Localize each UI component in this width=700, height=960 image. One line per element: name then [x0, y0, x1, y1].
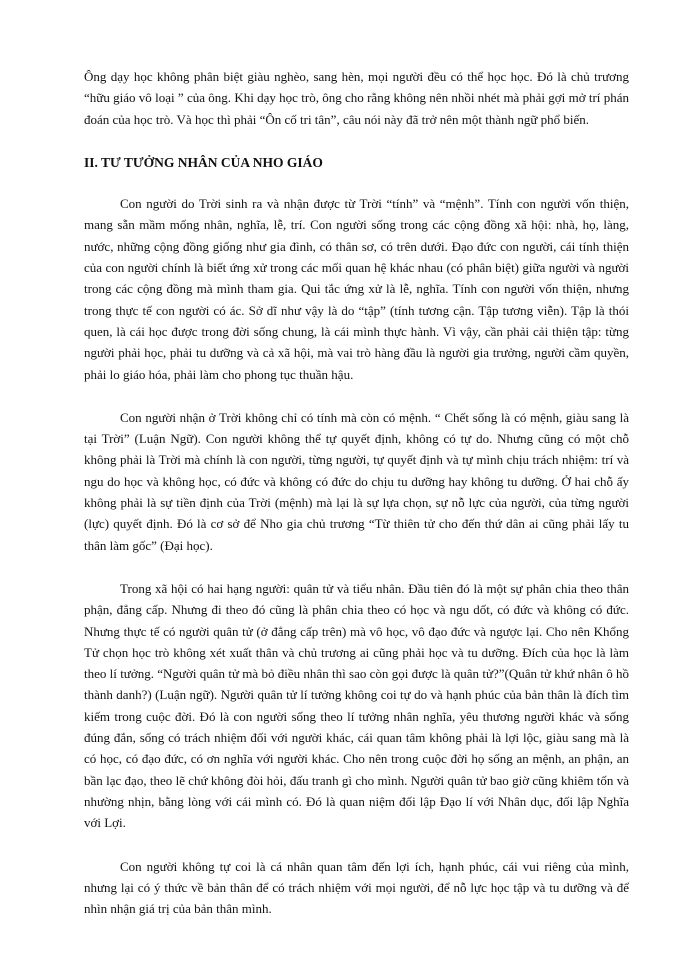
- body-paragraph-1: Con người do Trời sinh ra và nhận được từ Trời “tính” và “mệnh”. Tính con người vốn thiện, mang sẵn mầm mống nhân, nghĩa, lễ, trí. Con người sống trong các cộng đồng xã hội: nhà, họ, làng, nước, những cộng đồng giống như gia đình, có thân sơ, có trên dưới. Đạo đức con người, cái tính thiện của con người chính là biết ứng xử trong các mối quan hệ khác nhau (có phân biệt) giữa người và người trong các cộng đồng mà mình tham gia. Qui tắc ứng xử là lễ, nghĩa. Tính con người vốn thiện, nhưng trong thực tế con người có ác. Sở dĩ như vậy là do “tập” (tính tương cận. Tập tương viễn). Tập là thói quen, là cái học được trong đời sống chung, là cái mình thực hành. Vì vậy, cần phải cải thiện tập: từng người phải học, phải tu dưỡng và cả xã hội, mà vai trò hàng đầu là người gia trưởng, người cầm quyền, phải lo giáo hóa, phải làm cho phong tục thuần hậu.: [84, 196, 629, 382]
- section-heading: II. TƯ TƯỞNG NHÂN CỦA NHO GIÁO: [84, 154, 323, 170]
- body-paragraph-2: Con người nhận ở Trời không chỉ có tính mà còn có mệnh. “ Chết sống là có mệnh, giàu sang là tại Trời” (Luận Ngữ). Con người không thể tự quyết định, không có tự do. Nhưng cũng có một chỗ không phải là Trời mà chính là con người, từng người, tự quyết định và tự mình chịu trách nhiệm: trí và ngu do học và không học, có đức và không có đức do chịu tu dưỡng hay không tu dưỡng. Ở hai chỗ ấy không phải là sự tiền định của Trời (mệnh) mà lại là sự lựa chọn, sự nỗ lực của người, của từng người (lực) quyết định. Đó là cơ sở để Nho gia chủ trương “Từ thiên tử cho đến thứ dân ai cũng phải lấy tu thân làm gốc” (Đại học).: [84, 409, 629, 553]
- body-paragraph-4: Con người không tự coi là cá nhân quan tâm đến lợi ích, hạnh phúc, cái vui riêng của mình, nhưng lại có ý thức về bản thân để có trách nhiệm với mọi người, để nỗ lực học tập và tu dưỡng và để nhìn nhận giá trị của bản thân mình.: [84, 858, 629, 917]
- intro-paragraph: Ông dạy học không phân biệt giàu nghèo, sang hèn, mọi người đều có thể học học. Đó là chủ trương “hữu giáo vô loại ” của ông. Khi dạy học trò, ông cho rằng không nên nhồi nhét mà phải gợi mở trí phán đoán của học trò. Và học thì phải “Ôn cố tri tân”, câu nói này đã trở nên một thành ngữ phổ biến.: [84, 69, 629, 127]
- document-page: [84, 66, 629, 919]
- body-paragraph-3: Trong xã hội có hai hạng người: quân tử và tiểu nhân. Đầu tiên đó là một sự phân chia theo thân phận, đẳng cấp. Nhưng đi theo đó cũng là phân chia theo có học và ngu dốt, có đức và không có đức. Nhưng thực tế có người quân tử (ở đẳng cấp trên) mà vô học, vô đạo đức và ngược lại. Cho nên Khổng Tử chọn học trò không xét xuất thân và chủ trương ai cũng phải học và tu dưỡng. Đích của học là làm theo lí tưởng. “Người quân tử mà bỏ điều nhân thì sao còn gọi được là quân tử?”(Quân tử khứ nhân ô hồ thành danh?) (Luận ngữ). Người quân tử lí tưởng không coi tự do và hạnh phúc của bản thân là đích tìm kiếm trong cuộc đời. Đó là con người sống theo lí tưởng nhân nghĩa, yêu thương người khác và sống đúng đắn, sống có trách nhiệm đối với người khác, cái quan tâm không phải là lợi lộc, giàu sang mà là có học, có đạo đức, có ơn nghĩa với người khác. Cho nên trong cuộc đời họ sống an mệnh, an phận, an bần lạc đạo, theo lẽ chứ không đòi hỏi, đấu tranh gì cho mình. Người quân tử bao giờ cũng khiêm tốn và nhường nhịn, bằng lòng với cái mình có. Đó là quan niệm đối lập Đạo lí với Nhân dục, đối lập Nghĩa với Lợi.: [84, 580, 629, 831]
